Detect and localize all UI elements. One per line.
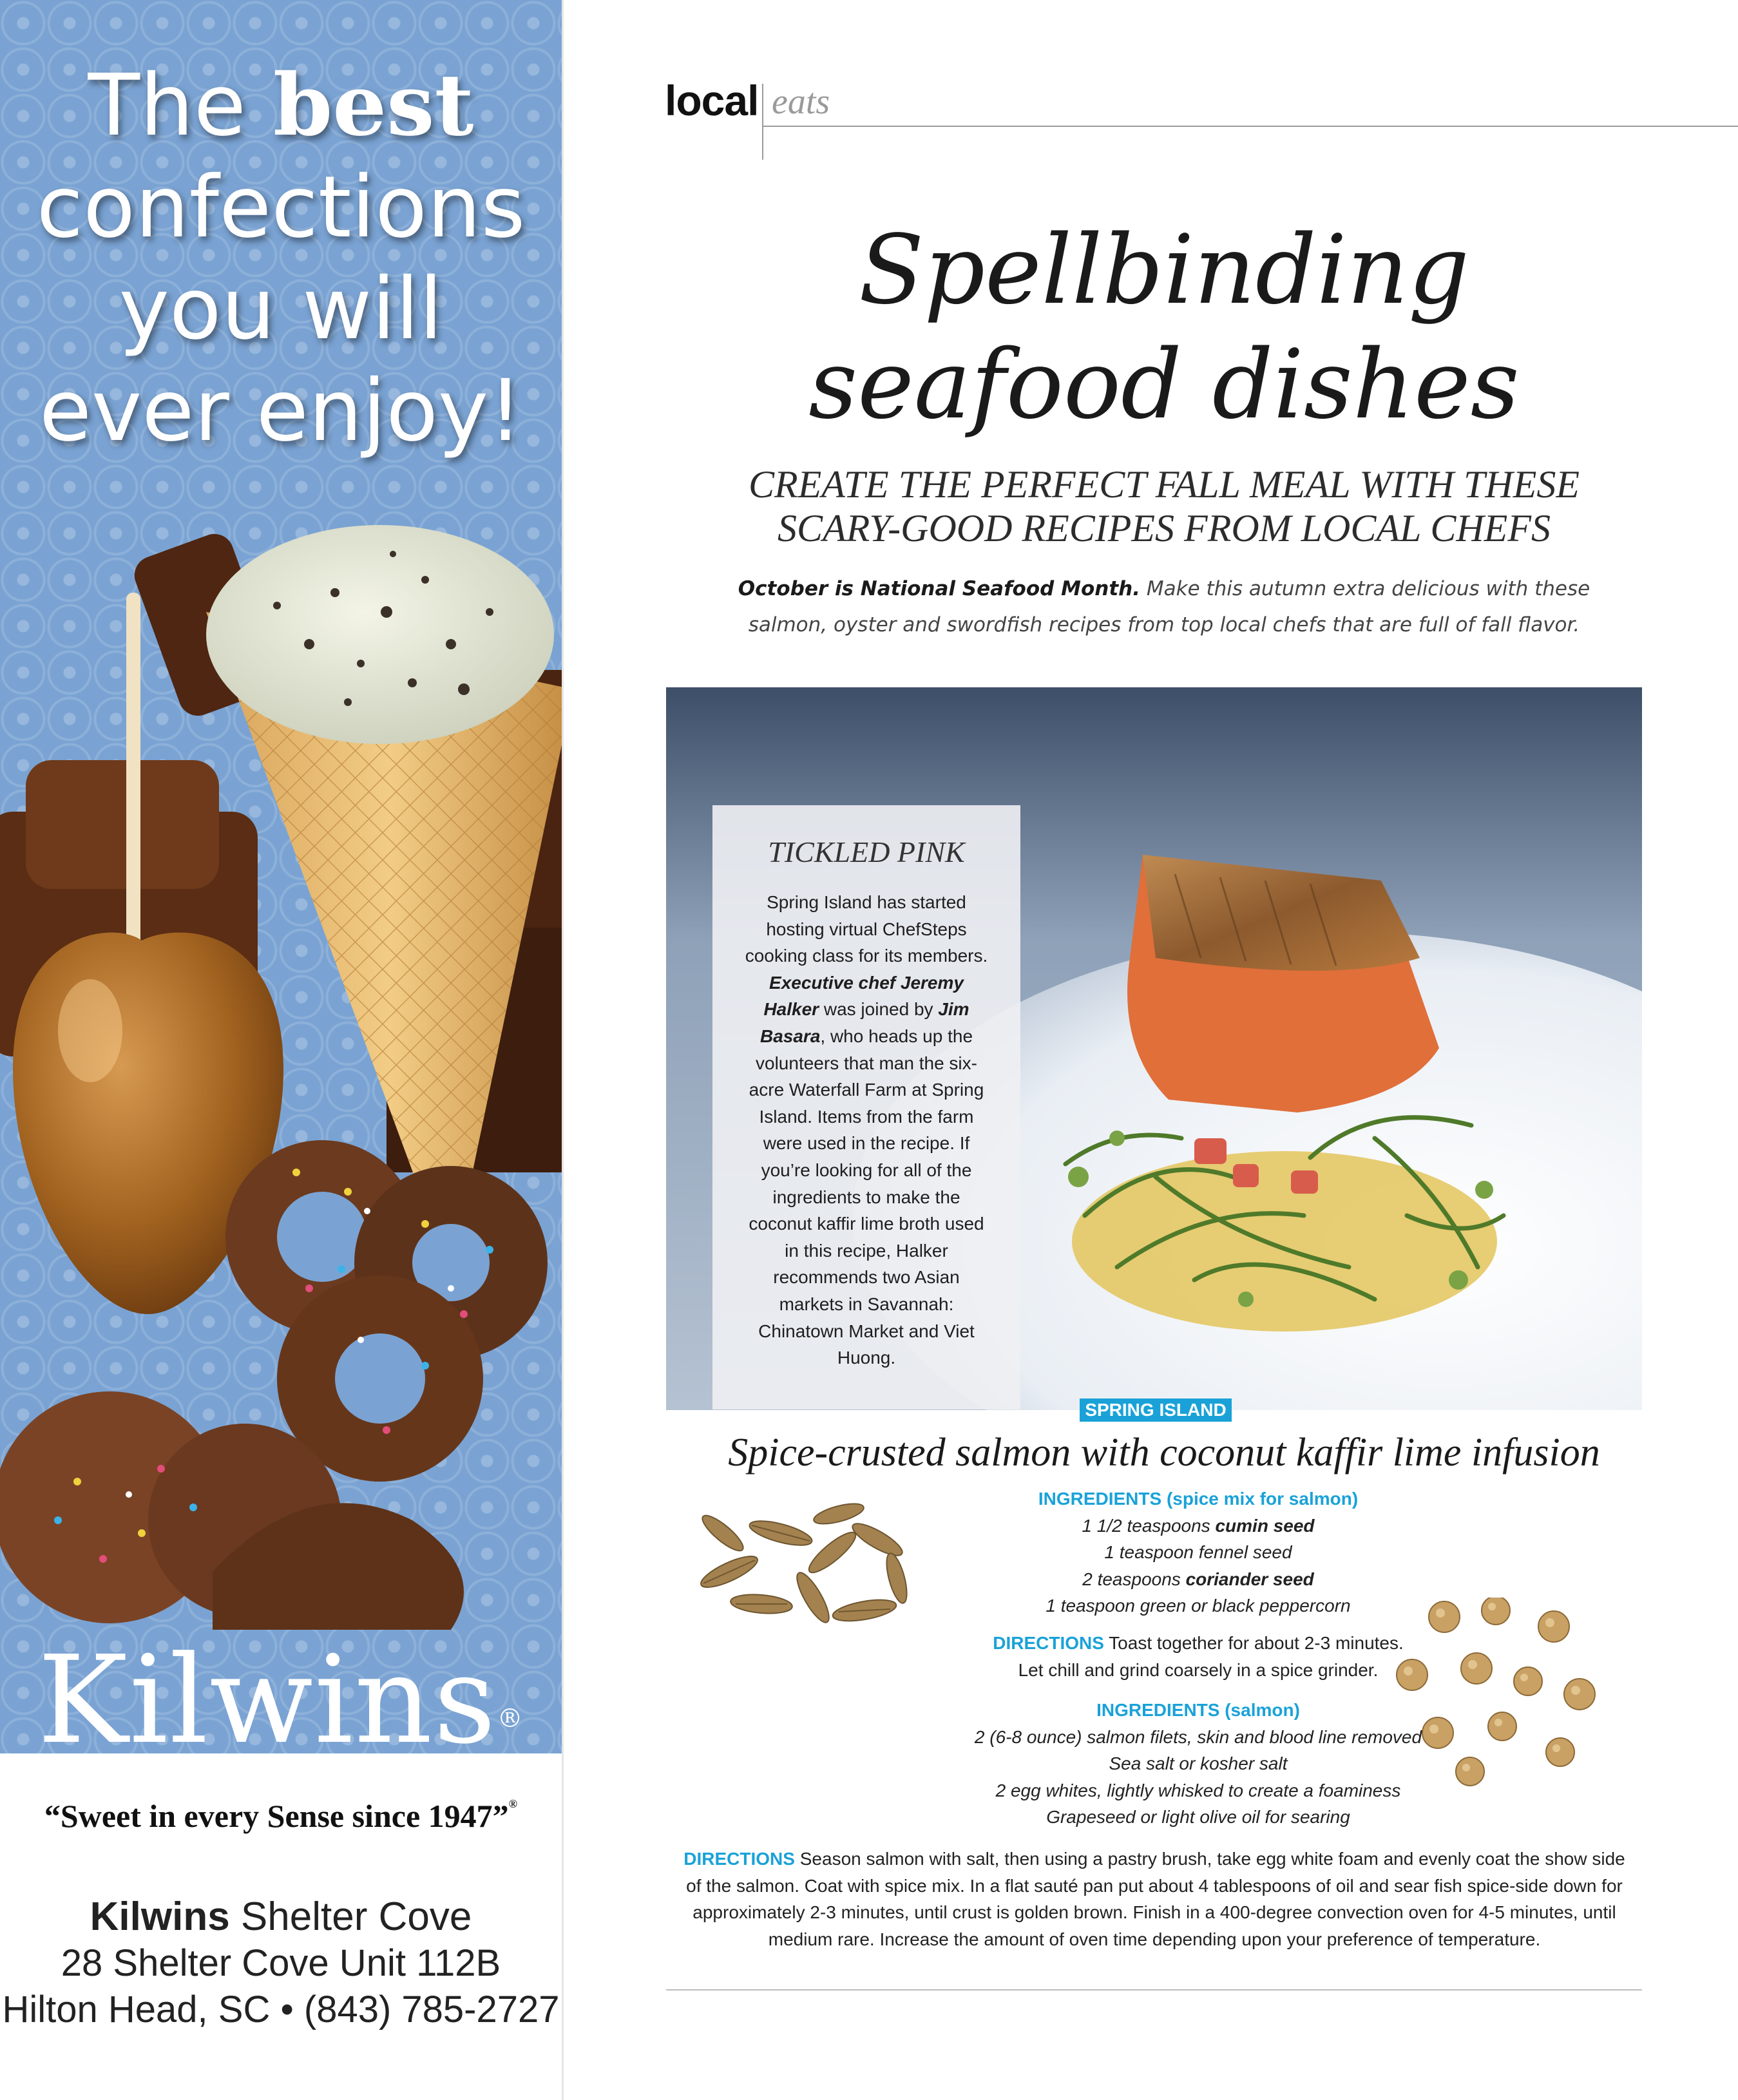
- intro-lead: October is National Seafood Month.: [738, 577, 1141, 600]
- kilwins-logo-text: Kilwins: [37, 1630, 497, 1753]
- ing2-line2: Sea salt or kosher salt: [1109, 1753, 1288, 1774]
- kilwins-logo: [0, 1630, 562, 1753]
- kilwins-registered-mark: ®: [497, 1704, 524, 1733]
- article-subtitle-line1: CREATE THE PERFECT FALL MEAL WITH THESE: [748, 463, 1580, 506]
- sidebar-text-3: , who heads up the volunteers that man the six-acre Waterfall Farm at Spring Island. Items from the farm were used in the recipe. If you’re looking for all of the ingredients to make the coconut kaffir lime broth used in this recipe, Halker recommends two Asian markets in Savannah: Chinatown Market and Viet Huong.: [749, 1026, 984, 1368]
- ing1-line4: 1 teaspoon green or black peppercorn: [1046, 1596, 1351, 1616]
- recipe-title: Spice-crusted salmon with coconut kaffir lime infusion: [728, 1431, 1600, 1475]
- intro-line2: salmon, oyster and swordfish recipes from top local chefs that are full of fall flavor.: [748, 613, 1580, 636]
- ing2-line4: Grapeseed or light olive oil for searing: [1046, 1807, 1350, 1828]
- ad-tagline-mark: ®: [508, 1797, 518, 1810]
- ad-tagline: [0, 1797, 562, 1835]
- ad-store-brand: Kilwins: [90, 1895, 230, 1939]
- ad-headline-line2: confections: [36, 158, 526, 257]
- ad-store-address: [0, 1894, 562, 2033]
- ing1-line3-qty: 2 teaspoons: [1082, 1569, 1186, 1589]
- cumin-seeds-image: [684, 1494, 929, 1643]
- sidebar-title: TICKLED PINK: [768, 835, 965, 868]
- ing2-line3: 2 egg whites, lightly whisked to create a foaminess: [995, 1780, 1401, 1800]
- ad-headline-best: best: [272, 55, 474, 155]
- dir1-heading: DIRECTIONS: [993, 1633, 1104, 1653]
- ing1-line1-item: cumin seed: [1215, 1515, 1315, 1536]
- dir2-heading: DIRECTIONS: [683, 1849, 795, 1869]
- header-horizontal-rule: [762, 126, 1738, 127]
- article-title-line1: Spellbinding: [859, 215, 1469, 325]
- location-badge: SPRING ISLAND: [1080, 1398, 1232, 1422]
- ing2-line1: 2 (6-8 ounce) salmon filets, skin and blood line removed: [974, 1726, 1422, 1747]
- footer-rule: [666, 1989, 1642, 1990]
- sidebar-text-1: Spring Island has started hosting virtual ChefSteps cooking class for its members.: [745, 892, 988, 966]
- article-subtitle-line2: SCARY-GOOD RECIPES FROM LOCAL CHEFS: [778, 507, 1551, 549]
- kilwins-advertisement: [0, 0, 562, 2100]
- dir1-line1: Toast together for about 2-3 minutes.: [1103, 1633, 1404, 1653]
- sidebar-chef-name: Executive chef Jeremy Halker: [763, 972, 964, 1020]
- article-subtitle: [665, 463, 1663, 550]
- ad-store-name: [0, 1894, 562, 1940]
- ingredients-salmon-heading: INGREDIENTS (salmon): [1096, 1700, 1300, 1720]
- ingredients-spice-mix: [915, 1485, 1482, 1619]
- ing1-line2: 1 teaspoon fennel seed: [1104, 1542, 1292, 1563]
- header-vertical-rule: [762, 84, 763, 160]
- sidebar-volunteer-name: Jim Basara: [759, 999, 969, 1046]
- ad-headline-the: The: [88, 56, 273, 155]
- section-label-local: local: [665, 77, 759, 124]
- column-divider: [562, 0, 564, 2100]
- dir2-text: Season salmon with salt, then using a pastry brush, take egg white foam and evenly coat the show side of the salmon. Coat with spice mix. In a flat sauté pan put about 4 tablespoons of oil and sear fish spice-side down for approximately 2-3 minutes, until crust is golden brown. Finish in a 400-degree convection oven for 4-5 minutes, until medium rare. Increase the amount of oven time depending upon your preference of temperature.: [686, 1849, 1625, 1949]
- ing1-line3-item: coriander seed: [1185, 1569, 1314, 1589]
- ad-artwork: [0, 0, 562, 1753]
- sidebar-text-2: was joined by: [819, 999, 939, 1020]
- article-title: [665, 213, 1663, 442]
- article-intro: [665, 571, 1663, 643]
- ingredients-salmon: [883, 1697, 1514, 1831]
- sidebar-body: [740, 889, 993, 1371]
- ingredients-spice-heading: INGREDIENTS (spice mix for salmon): [1038, 1489, 1359, 1509]
- directions-salmon: [678, 1846, 1631, 1952]
- ad-store-location: Shelter Cove: [229, 1895, 472, 1939]
- ad-tagline-text: “Sweet in every Sense since 1947”: [44, 1798, 509, 1834]
- ad-headline-line3: you will: [119, 260, 443, 359]
- ad-address-line1: 28 Shelter Cove Unit 112B: [61, 1942, 501, 1984]
- directions-spice-mix: [915, 1630, 1482, 1683]
- dir1-line2: Let chill and grind coarsely in a spice grinder.: [1018, 1659, 1379, 1680]
- section-label-eats: eats: [772, 82, 830, 122]
- ad-headline: [0, 55, 562, 462]
- ad-headline-line4: ever enjoy!: [39, 361, 523, 461]
- ad-address-line2: Hilton Head, SC • (843) 785-2727: [2, 1989, 560, 2030]
- sidebar-tickled-pink: [712, 805, 1020, 1409]
- ing1-line1-qty: 1 1/2 teaspoons: [1082, 1515, 1216, 1536]
- article-title-line2: seafood dishes: [808, 329, 1520, 440]
- confections-illustration: [0, 477, 562, 1636]
- intro-line1: Make this autumn extra delicious with these: [1140, 577, 1590, 600]
